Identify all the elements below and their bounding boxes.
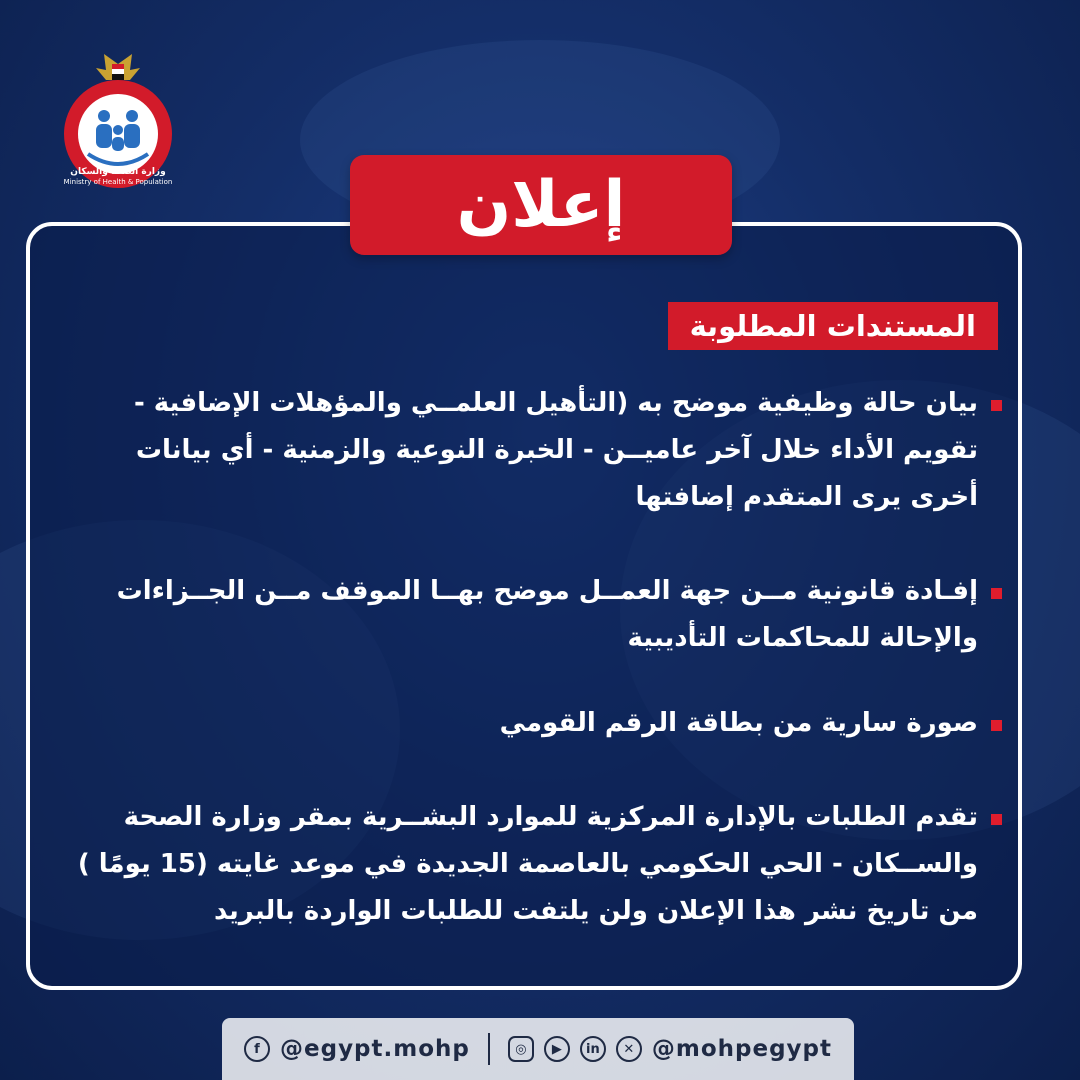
- list-item: [72, 794, 1002, 935]
- list-item: [72, 568, 1002, 662]
- requirements-list: [72, 794, 1002, 935]
- bullet-icon: [991, 720, 1002, 731]
- list-item-text: بيان حالة وظيفية موضح به (التأهيل العلمــي والمؤهلات الإضافية - تقويم الأداء خلال آخر عاميــن - الخبرة النوعية والزمنية - أي بيانات أخرى يرى المتقدم إضافتها: [133, 388, 978, 512]
- list-item-text: صورة سارية من بطاقة الرقم القومي: [499, 708, 978, 738]
- list-item-text: تقدم الطلبات بالإدارة المركزية للموارد البشــرية بمقر وزارة الصحة والســكان - الحي الحكومي بالعاصمة الجديدة في موعد غايته (15 يومًا ) من تاريخ نشر هذا الإعلان ولن يلتفت للطلبات الواردة بالبريد: [77, 802, 978, 926]
- title-banner: [350, 155, 732, 255]
- eagle-crest-icon: [96, 54, 140, 80]
- bullet-icon: [991, 588, 1002, 599]
- requirements-list: [72, 380, 1002, 521]
- youtube-icon[interactable]: ▶: [544, 1036, 570, 1062]
- section-label: المستندات المطلوبة: [668, 302, 998, 350]
- x-icon[interactable]: ✕: [616, 1036, 642, 1062]
- logo-text-ar: وزارة الصحة والسكان: [70, 167, 166, 177]
- facebook-handle[interactable]: @egypt.mohp: [280, 1036, 470, 1062]
- list-item-text: إفـادة قانونية مــن جهة العمــل موضح بهــا الموقف مــن الجــزاءات والإحالة للمحاكمات التأديبية: [116, 576, 978, 653]
- list-item: [72, 700, 1002, 747]
- requirements-list: [72, 700, 1002, 747]
- footer-divider: [488, 1033, 490, 1065]
- instagram-icon[interactable]: ◎: [508, 1036, 534, 1062]
- linkedin-icon[interactable]: in: [580, 1036, 606, 1062]
- page-title: إعلان: [456, 168, 626, 242]
- facebook-icon[interactable]: f: [244, 1036, 270, 1062]
- bullet-icon: [991, 814, 1002, 825]
- social-handle[interactable]: @mohpegypt: [651, 1036, 832, 1062]
- requirements-list: [72, 568, 1002, 662]
- social-footer: [222, 1018, 854, 1080]
- list-item: [72, 380, 1002, 521]
- bullet-icon: [991, 400, 1002, 411]
- logo-text-en: Ministry of Health & Population: [63, 178, 173, 186]
- ministry-logo: [52, 50, 184, 190]
